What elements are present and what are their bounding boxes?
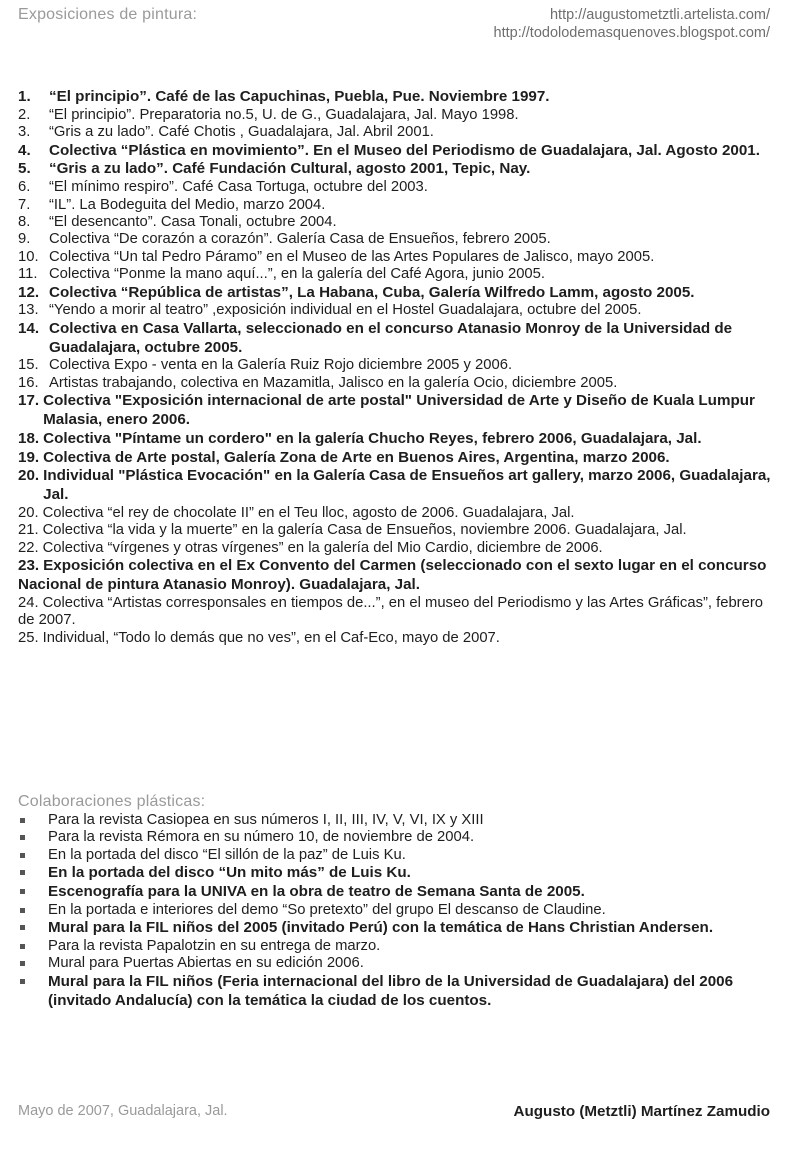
blogspot-link[interactable]: http://todolodemasquenoves.blogspot.com/ — [493, 25, 770, 41]
exhibition-item — [18, 540, 778, 557]
exhibition-text: “Yendo a morir al teatro” ,exposición individual en el Hostel Guadalajara, octubre del 2005. — [49, 302, 642, 319]
exhibition-text: Colectiva “Plástica en movimiento”. En el Museo del Periodismo de Guadalajara, Jal. Agosto 2001. — [49, 141, 760, 159]
exhibition-number: 12. — [18, 283, 40, 301]
exhibition-number: 3. — [18, 124, 31, 141]
url-list — [494, 6, 770, 42]
exhibition-number: 16. — [18, 374, 39, 391]
exhibition-item — [18, 160, 778, 179]
exhibition-text: “Gris a zu lado”. Café Fundación Cultural, agosto 2001, Tepic, Nay. — [49, 160, 531, 178]
collaboration-text: Para la revista Papalotzin en su entrega de marzo. — [48, 938, 381, 955]
exhibition-item — [18, 430, 778, 449]
collaboration-text: En la portada e interiores del demo “So pretexto” del grupo El descanso de Claudine. — [48, 901, 606, 918]
exhibition-number: 4. — [18, 141, 31, 159]
square-bullet-icon — [18, 812, 48, 829]
exhibition-text: Colectiva en Casa Vallarta, seleccionado en el concurso Atanasio Monroy de la Universidad de Guadalajara, octubre 2005. — [49, 319, 733, 356]
exhibition-number: 19. — [18, 448, 40, 466]
exhibition-number: 7. — [18, 196, 31, 213]
collaboration-text: Mural para Puertas Abiertas en su edición 2006. — [48, 955, 364, 972]
exhibition-number: 13. — [18, 302, 39, 319]
exhibition-text: Colectiva “la vida y la muerte” en la galería Casa de Ensueños, noviembre 2006. Guadalajara, Jal. — [42, 522, 687, 539]
exhibition-text: Individual, “Todo lo demás que no ves”, en el Caf-Eco, mayo de 2007. — [42, 629, 500, 646]
collaboration-item — [18, 829, 778, 846]
exhibition-text: Individual "Plástica Evocación" en la Galería Casa de Ensueños art gallery, marzo 2006, Guadalajara, Jal. — [43, 467, 771, 504]
exhibition-item — [18, 231, 778, 248]
exhibition-number: 8. — [18, 214, 31, 231]
square-bullet-icon — [18, 902, 48, 919]
exhibition-text: Colectiva “Artistas corresponsales en tiempos de...”, en el museo del Periodismo y las Artes Gráficas”, febrero de 2007. — [18, 594, 763, 629]
exhibition-number: 22. — [18, 539, 39, 556]
exhibition-item — [18, 142, 778, 161]
collaborations-list — [18, 812, 778, 1010]
exhibition-text: Colectiva “el rey de chocolate II” en el Teu lloc, agosto de 2006. Guadalajara, Jal. — [42, 505, 575, 522]
collaboration-text: Mural para la FIL niños del 2005 (invitado Perú) con la temática de Hans Christian Andersen. — [48, 919, 714, 937]
exhibition-item — [18, 88, 778, 107]
exhibition-text: “El principio”. Café de las Capuchinas, Puebla, Pue. Noviembre 1997. — [49, 88, 550, 105]
square-bullet-icon — [18, 919, 48, 938]
exhibition-text: Colectiva “Un tal Pedro Páramo” en el Museo de las Artes Populares de Jalisco, mayo 2005. — [49, 248, 655, 265]
exhibition-text: Colectiva Expo - venta en la Galería Ruiz Rojo diciembre 2005 y 2006. — [49, 357, 513, 374]
collaboration-text: Para la revista Rémora en su número 10, de noviembre de 2004. — [48, 829, 475, 846]
collaboration-text: Para la revista Casiopea en sus números I, II, III, IV, V, VI, IX y XIII — [48, 812, 484, 828]
exhibition-number: 11. — [18, 266, 38, 283]
exhibition-item — [18, 214, 778, 231]
collaboration-item — [18, 902, 778, 919]
exhibition-text: Colectiva "Exposición internacional de arte postal" Universidad de Arte y Diseño de Kuala Lumpur Malasia, enero 2006. — [43, 392, 755, 429]
exhibition-text: “El mínimo respiro”. Café Casa Tortuga, octubre del 2003. — [49, 179, 428, 196]
exhibition-number: 9. — [18, 231, 31, 248]
exhibition-number: 21. — [18, 522, 39, 539]
collaboration-item — [18, 812, 778, 829]
exhibition-number: 25. — [18, 629, 39, 646]
square-bullet-icon — [18, 847, 48, 864]
exhibition-number: 24. — [18, 594, 39, 611]
collaboration-item — [18, 938, 778, 955]
exhibition-item — [18, 505, 778, 522]
exhibition-number: 20. — [18, 467, 40, 485]
collaboration-item — [18, 973, 778, 1011]
exhibition-number: 2. — [18, 106, 31, 123]
footer-author: Augusto (Metztli) Martínez Zamudio — [513, 1103, 770, 1120]
exhibition-text: Colectiva "Píntame un cordero" en la galería Chucho Reyes, febrero 2006, Guadalajara, Jal. — [43, 429, 702, 447]
collaborations-heading: Colaboraciones plásticas: — [18, 793, 206, 810]
square-bullet-icon — [18, 955, 48, 972]
page-header — [18, 6, 770, 66]
collaboration-text: En la portada del disco “El sillón de la paz” de Luis Ku. — [48, 846, 406, 863]
collaboration-text: Escenografía para la UNIVA en la obra de teatro de Semana Santa de 2005. — [48, 883, 585, 901]
exhibition-number: 23. — [18, 557, 40, 575]
exhibition-number: 18. — [18, 429, 40, 447]
collaboration-item — [18, 864, 778, 883]
exhibition-item — [18, 595, 778, 630]
exhibition-item — [18, 392, 778, 430]
collaboration-text: En la portada del disco “Un mito más” de Luis Ku. — [48, 864, 411, 882]
exhibition-text: Artistas trabajando, colectiva en Mazamitla, Jalisco en la galería Ocio, diciembre 2005. — [49, 374, 618, 391]
exhibition-item — [18, 630, 778, 647]
exhibition-text: Colectiva “vírgenes y otras vírgenes” en la galería del Mio Cardio, diciembre de 2006. — [42, 539, 603, 556]
exhibition-text: “IL”. La Bodeguita del Medio, marzo 2004. — [49, 196, 326, 213]
exhibition-text: Exposición colectiva en el Ex Convento del Carmen (seleccionado con el sexto lugar en el concurso Nacional de pintura Atanasio Monroy). Guadalajara, Jal. — [18, 557, 767, 594]
exhibitions-list — [18, 88, 778, 647]
exhibition-text: Colectiva “República de artistas”, La Habana, Cuba, Galería Wilfredo Lamm, agosto 2005. — [49, 283, 695, 301]
exhibition-number: 20. — [18, 505, 39, 522]
exhibition-number: 15. — [18, 357, 39, 374]
collaboration-item — [18, 847, 778, 864]
exhibition-text: Colectiva “De corazón a corazón”. Galería Casa de Ensueños, febrero 2005. — [49, 231, 551, 248]
exhibition-item — [18, 467, 778, 505]
exhibition-number: 17. — [18, 392, 40, 410]
square-bullet-icon — [18, 829, 48, 846]
exhibition-number: 10. — [18, 248, 39, 265]
exhibition-item — [18, 522, 778, 539]
exhibition-number: 5. — [18, 160, 31, 178]
collaboration-item — [18, 883, 778, 902]
exhibition-item — [18, 266, 778, 283]
collaboration-text: Mural para la FIL niños (Feria internacional del libro de la Universidad de Guadalajara) del 2006 (invitado Andalucía) con la temática la ciudad de los cuentos. — [48, 972, 734, 1009]
exhibition-item — [18, 284, 778, 303]
exhibition-item — [18, 357, 778, 374]
exhibition-item — [18, 320, 778, 358]
exhibition-item — [18, 302, 778, 319]
square-bullet-icon — [18, 973, 48, 1011]
exhibition-item — [18, 449, 778, 468]
footer-date-place: Mayo de 2007, Guadalajara, Jal. — [18, 1103, 228, 1119]
exhibition-number: 1. — [18, 88, 31, 105]
exhibition-item — [18, 179, 778, 196]
exhibition-item — [18, 107, 778, 124]
square-bullet-icon — [18, 938, 48, 955]
exhibition-text: “El desencanto”. Casa Tonali, octubre 2004. — [49, 214, 337, 231]
artelista-link[interactable]: http://augustometztli.artelista.com/ — [549, 7, 770, 23]
exhibition-item — [18, 124, 778, 141]
exhibition-item — [18, 197, 778, 214]
exhibition-text: Colectiva “Ponme la mano aquí...”, en la galería del Café Agora, junio 2005. — [49, 266, 545, 283]
square-bullet-icon — [18, 864, 48, 883]
exhibition-number: 14. — [18, 319, 40, 337]
exhibitions-heading: Exposiciones de pintura: — [18, 6, 198, 23]
exhibition-text: “El principio”. Preparatoria no.5, U. de G., Guadalajara, Jal. Mayo 1998. — [49, 106, 519, 123]
exhibition-text: “Gris a zu lado”. Café Chotis , Guadalajara, Jal. Abril 2001. — [49, 124, 434, 141]
exhibition-item — [18, 375, 778, 392]
square-bullet-icon — [18, 883, 48, 902]
collaboration-item — [18, 955, 778, 972]
exhibition-text: Colectiva de Arte postal, Galería Zona de Arte en Buenos Aires, Argentina, marzo 2006. — [43, 448, 670, 466]
exhibition-item — [18, 249, 778, 266]
collaboration-item — [18, 919, 778, 938]
exhibition-number: 6. — [18, 179, 31, 196]
exhibition-item — [18, 557, 778, 595]
